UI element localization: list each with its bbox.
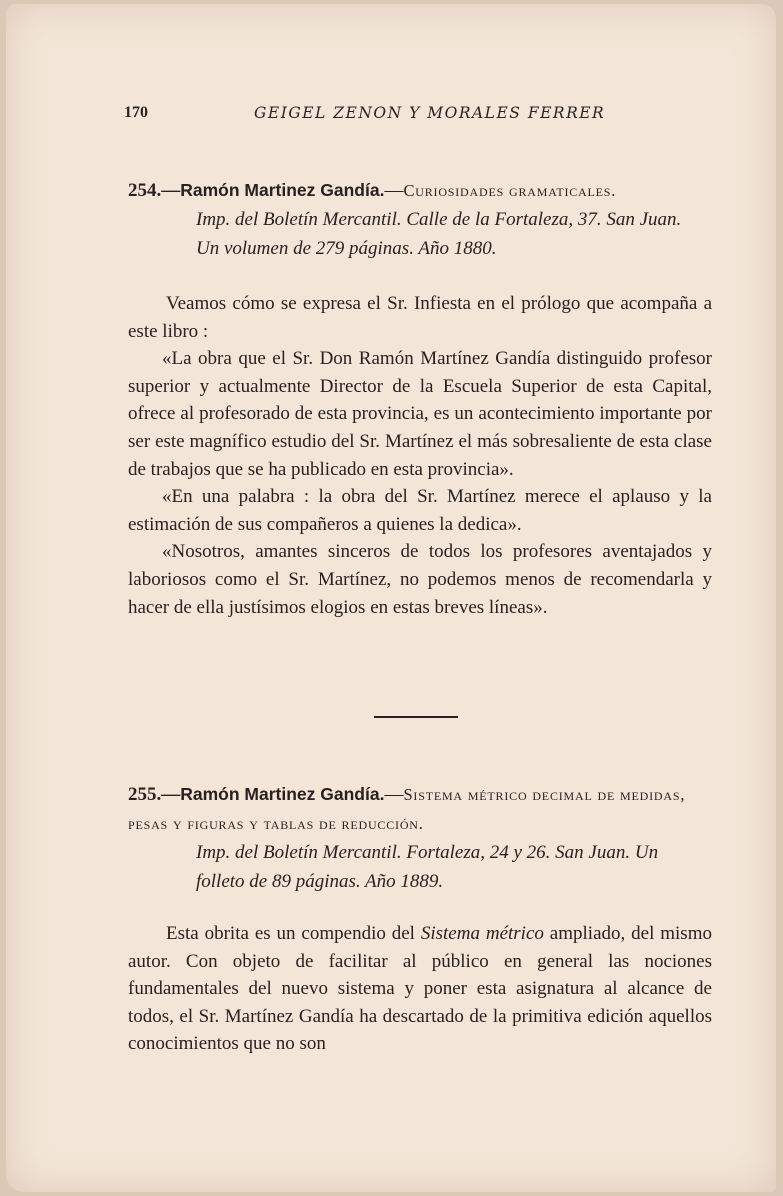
quote-paragraph: «En una palabra : la obra del Sr. Martínez merece el aplauso y la estimación de sus compañeros a quienes la dedica». <box>128 486 712 535</box>
entry-254 <box>128 176 718 263</box>
entry-imprint: Imp. del Boletín Mercantil. Calle de la Fortaleza, 37. San Juan. Un volumen de 279 páginas. Año 1880. <box>196 209 682 259</box>
entry-title: Curiosidades gramaticales. <box>403 181 617 200</box>
paragraph-text: Esta obrita es un compendio del <box>166 923 421 944</box>
entry-255 <box>128 780 710 896</box>
quote-paragraph: «Nosotros, amantes sinceros de todos los profesores aventajados y laboriosos como el Sr. Martínez, no podemos menos de recomendarla y hacer de ella justísimos elogios en estas breves líneas». <box>128 541 712 618</box>
book-page <box>6 4 776 1192</box>
entry-author: Ramón Martinez Gandía. <box>180 180 385 200</box>
commentary-255 <box>128 920 712 1058</box>
commentary-254 <box>128 290 712 621</box>
entry-author: Ramón Martinez Gandía. <box>180 784 385 804</box>
entry-dash: — <box>384 180 404 201</box>
paragraph <box>128 920 712 1058</box>
entry-number: 254.— <box>128 180 181 201</box>
italic-title: Sistema métrico <box>420 923 544 944</box>
running-head: GEIGEL ZENON Y MORALES FERRER <box>254 104 606 122</box>
page-number: 170 <box>124 104 148 121</box>
entry-imprint: Imp. del Boletín Mercantil. Fortaleza, 24 y 26. San Juan. Un folleto de 89 páginas. Año 1889. <box>196 842 659 892</box>
page-header <box>124 104 716 128</box>
entry-title: Sistema métrico decimal de medidas, pesas y figuras y tablas de reducción. <box>128 785 686 833</box>
paragraph: Veamos cómo se expresa el Sr. Infiesta en el prólogo que acompaña a este libro : <box>128 293 712 342</box>
paragraph-text: ampliado, del mismo autor. Con objeto de facilitar al público en general las nociones fundamentales del nuevo sistema y poner esta asignatura al alcance de todos, el Sr. Martínez Gandía ha descartado de la primitiva edición aquellos conocimientos que no son <box>128 923 712 1055</box>
entry-dash: — <box>384 784 404 805</box>
quote-paragraph: «La obra que el Sr. Don Ramón Martínez Gandía distinguido profesor superior y actualmente Director de la Escuela Superior de esta Capital, ofrece al profesorado de esta provincia, es un acontecimiento importante por ser este magnífico estudio del Sr. Martínez el más sobresaliente de esta clase de trabajos que se ha publicado en esta provincia». <box>128 348 712 480</box>
section-divider <box>374 716 458 718</box>
entry-number: 255.— <box>128 784 181 805</box>
